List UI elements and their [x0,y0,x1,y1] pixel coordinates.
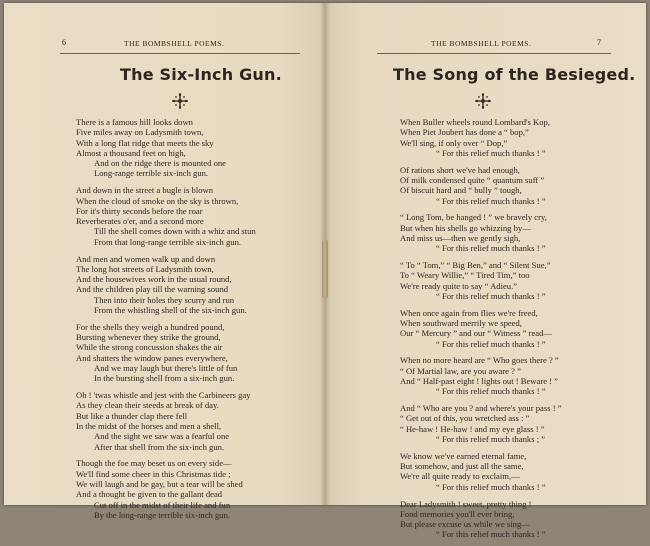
poem-line: Though the foe may beset us on every side— [76,458,232,469]
stanza [400,403,562,444]
poem-line: By the long-range terrible six-inch gun. [94,509,231,520]
stanza [400,117,562,158]
poem-line: And men and women walk up and down [76,253,216,264]
poem-line: Reverberates o'er, and a second more [76,216,204,227]
poem-line: Almost a thousand feet on high, [76,147,186,158]
poem-line: And miss us—then we gently sigh, [400,232,521,243]
booklet-spread [4,3,646,540]
poem-line: “ Get out of this, you wretched ass : ” [400,413,530,424]
poem-line: “ For this relief much thanks ! ” [436,290,546,301]
poem-line: “ For this relief much thanks ! ” [436,147,546,158]
poem-line: The long hot streets of Ladysmith town, [76,263,214,274]
stanza [76,117,256,179]
poem-line: And the children play till the warning sound [76,284,229,295]
poem-line: “ Of Martial law, are you aware ? ” [400,365,521,376]
poem-line: And the sight we saw was a fearful one [94,431,230,442]
poem-line: “ Long Tom, be hanged ! ” we bravely cry, [400,212,547,223]
poem-line: When the cloud of smoke on the sky is thrown, [76,195,239,206]
poem-line: And we may laugh but there's little of fun [94,363,238,374]
poem-line: Till the shell comes down with a whiz and stun [94,226,256,237]
poem-line: And the housewives work in the usual round, [76,274,232,285]
poem-line: And on the ridge there is mounted one [94,158,226,169]
stanza [400,355,562,396]
poem-line: But when his shells go whizzing by— [400,222,531,233]
stanza [400,165,562,206]
poem-line: In the midst of the horses and men a shell, [76,421,222,432]
fleuron-ornament-icon [170,91,190,111]
poem-line: Five miles away on Ladysmith town, [76,127,204,138]
poem-line: While the strong concussion shakes the air [76,342,223,353]
poem-line: We will laugh and be gay, but a tear will be shed [76,479,243,489]
poem-line: We'll find some cheer in this Christmas tide ; [76,468,231,479]
header-rule [60,53,300,54]
poem-line: “ For this relief much thanks ! ” [436,481,546,492]
left-page [4,3,325,520]
stanza [76,322,256,384]
poem-line: And down in the street a bugle is blown [76,185,214,196]
poem-line: And a thought be given to the gallant dead [76,489,223,500]
poem-title: The Song of the Besieged. [393,65,636,84]
poem-line: Bursting whenever they strike the ground, [76,332,221,343]
poem-line: When Buller wheels round Lombard's Kop, [400,117,550,127]
stanza [76,254,256,316]
poem-line: For it's thirty seconds before the roar [76,205,203,216]
poem-line: And “ Who are you ? and where's your pass ! ” [400,403,562,414]
poem-line: “ To “ Tom,” “ Big Ben,” and “ Silent Sue,” [400,260,551,271]
poem-line: After that shell from the six-inch gun. [94,441,225,452]
poem-line: Then into their holes they scurry and run [94,294,235,305]
poem-line: With a long flat ridge that meets the sky [76,137,214,148]
stanza [400,260,562,301]
poem-line: But somehow, and just all the same, [400,461,524,472]
poem-line: When no more heard are “ Who goes there ? ” [400,355,559,366]
right-page [325,3,646,540]
poem-line: Our “ Mercury ” and our “ Witness ” read— [400,328,552,339]
poem-line: “ For this relief much thanks ! ” [436,529,546,540]
fleuron-ornament-icon [473,91,493,111]
poem-line: And “ Half-past eight ! lights out ! Beware ! ” [400,376,558,387]
poem-line: From the whistling shell of the six-inch gun. [94,305,247,316]
poem-line: Of rations short we've had enough, [400,164,520,175]
poem-line: We'll sing, if only over “ Dop,” [400,137,508,148]
poem-line: For the shells they weigh a hundred pound, [76,321,225,332]
poem-line: Of biscuit hard and “ bully ” tough, [400,185,522,196]
poem-line: As they clean their steeds at break of day. [76,400,219,411]
poem-line: “ For this relief much thanks ! ” [436,243,546,254]
poem-line: Long-range terrible six-inch gun. [94,168,209,179]
poem-line: There is a famous hill looks down [76,117,193,127]
stanza [76,390,256,452]
stanza [76,185,256,247]
poem-line: “ For this relief much thanks ! ” [436,386,546,397]
poem-line: But like a thunder clap there fell [76,410,188,421]
poem-line: When southward merrily we speed, [400,318,522,329]
poem-line: But please excuse us while we sing— [400,519,530,530]
page-number: 6 [62,38,66,47]
poem-line: “ For this relief much thanks ! ” [436,195,546,206]
poem-line: And shatters the window panes everywhere, [76,352,228,363]
poem-line: Of milk condensed quite “ quantum suff ” [400,174,545,185]
poem-line: We know we've earned eternal fame, [400,450,527,461]
poem-line: We're ready quite to say “ Adieu.” [400,280,518,291]
stanza [400,212,562,253]
poem-line: In the bursting shell from a six-inch gun. [94,373,235,384]
page-number: 7 [597,38,601,47]
poem-line: To “ Weary Willie,” “ Tired Tim,” too [400,270,530,281]
poem-line: Dear Ladysmith ! sweet, pretty thing ! [400,498,532,509]
header-rule [377,53,611,54]
poem-line: We're all quite ready to exclaim,— [400,471,520,482]
stanza [400,499,562,540]
stanza [400,308,562,349]
poem-line: “ For this relief much thanks ; ” [436,434,546,445]
poem-line: “ For this relief much thanks ! ” [436,338,546,349]
poem-text [76,117,256,527]
poem-line: “ He-haw ! He-haw ! and my eye glass ! ” [400,423,545,434]
poem-line: Cut off in the midst of their life and fun [94,499,231,510]
poem-title: The Six-Inch Gun. [120,65,282,84]
poem-text [400,117,562,546]
running-head: THE BOMBSHELL POEMS. [431,39,532,48]
poem-line: When Piet Joubert has done a “ bop,” [400,127,529,138]
poem-line: From that long-range terrible six-inch gun. [94,236,242,247]
poem-line: When once again from flies we're freed, [400,307,538,318]
poem-line: Fond memories you'll ever bring, [400,508,515,519]
stanza [400,451,562,492]
poem-line: Oh ! 'twas whistle and jest with the Carbineers gay [76,390,251,401]
stanza [76,458,256,520]
binding-staple [322,239,328,299]
running-head: THE BOMBSHELL POEMS. [124,39,225,48]
